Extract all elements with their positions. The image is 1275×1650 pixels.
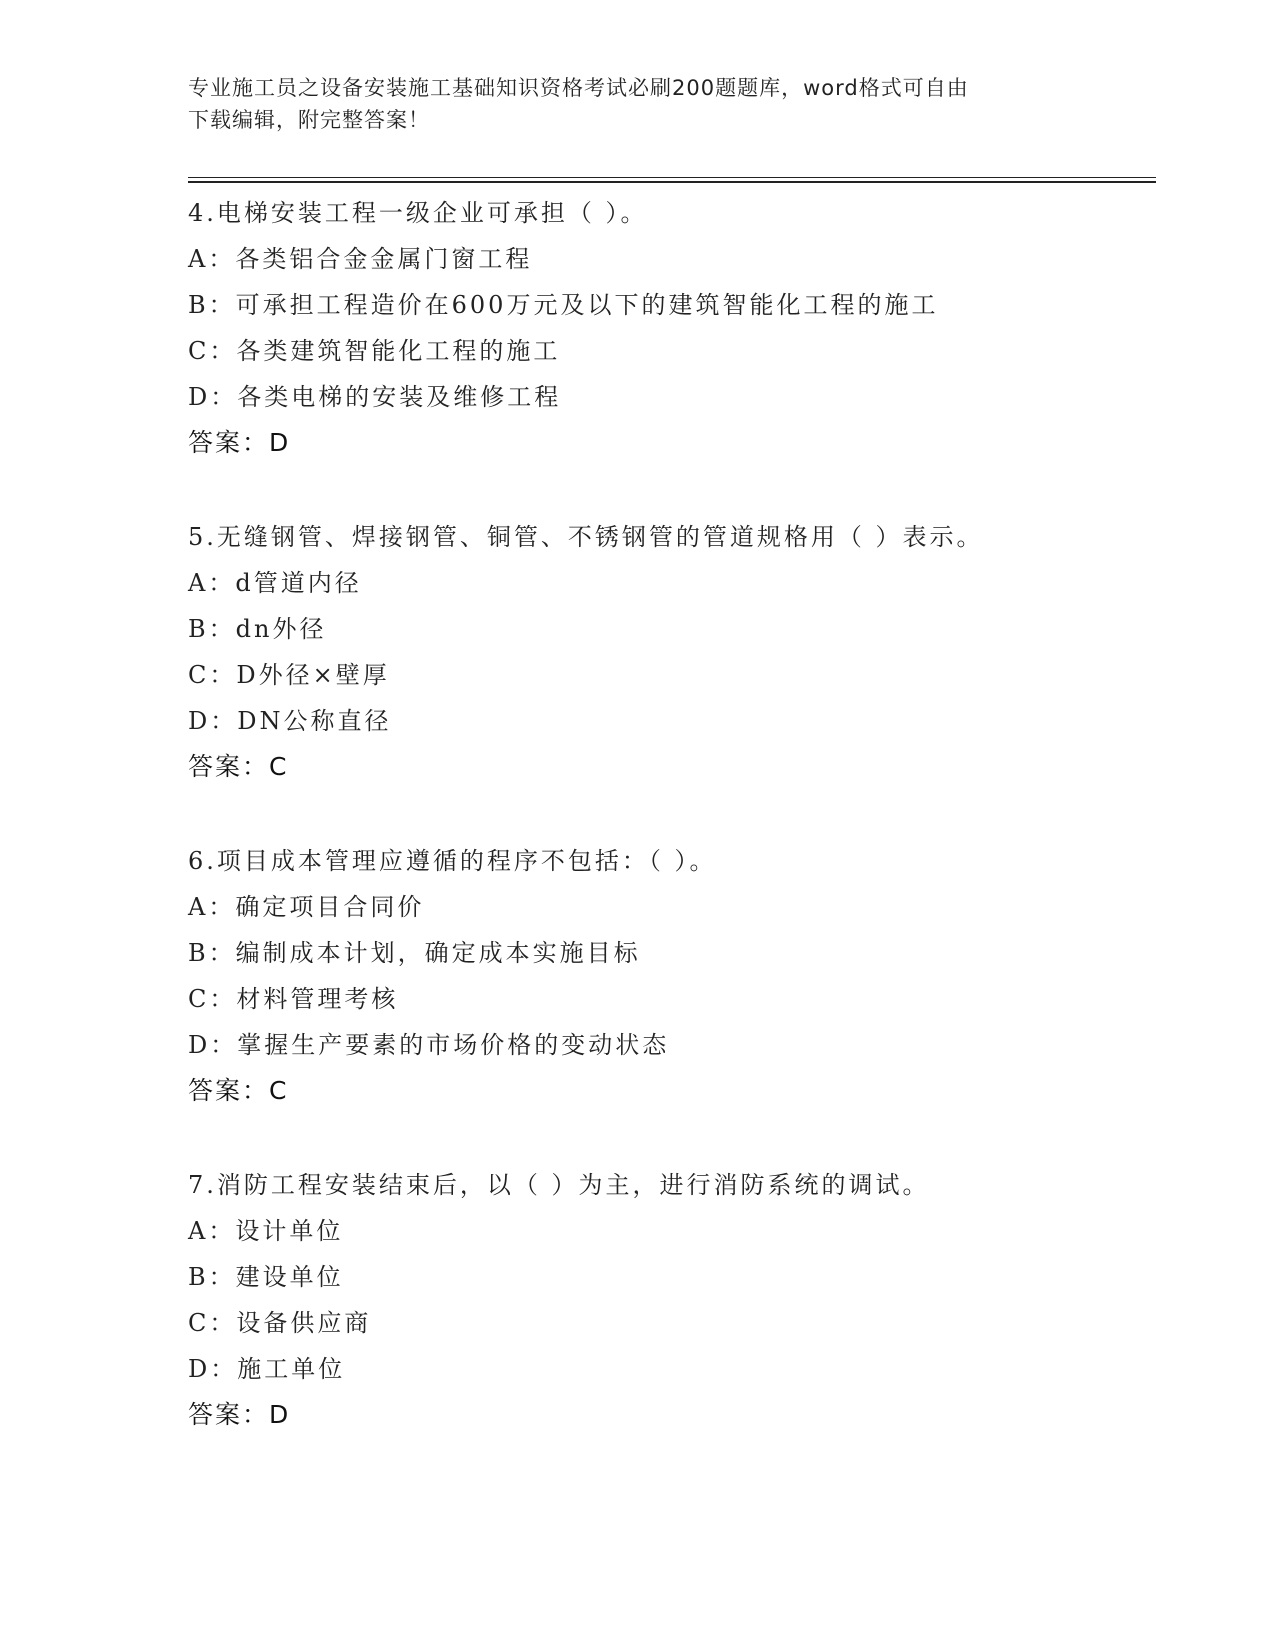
option-c: C：材料管理考核	[188, 985, 399, 1013]
option-b: B：dn外径	[188, 615, 327, 643]
question-list	[188, 190, 1156, 1486]
question-5	[188, 514, 1156, 790]
answer-label: 答案：C	[188, 752, 289, 781]
header-divider-thick	[188, 181, 1156, 183]
option-a: A：d管道内径	[188, 569, 362, 597]
header-line-2: 下载编辑，附完整答案！	[188, 108, 430, 132]
option-c: C：设备供应商	[188, 1309, 372, 1337]
option-a: A：确定项目合同价	[188, 893, 425, 921]
option-d: D：施工单位	[188, 1355, 346, 1383]
option-b: B：编制成本计划，确定成本实施目标	[188, 939, 641, 967]
document-header	[188, 72, 1068, 136]
answer-label: 答案：C	[188, 1076, 289, 1105]
question-4	[188, 190, 1156, 466]
option-d: D：各类电梯的安装及维修工程	[188, 383, 562, 411]
option-c: C：D外径×壁厚	[188, 661, 390, 689]
question-stem: 5.无缝钢管、焊接钢管、铜管、不锈钢管的管道规格用（ ）表示。	[188, 523, 984, 551]
question-stem: 6.项目成本管理应遵循的程序不包括：（ ）。	[188, 847, 717, 875]
answer-label: 答案：D	[188, 1400, 291, 1429]
header-divider-thin	[188, 177, 1156, 178]
header-line-1: 专业施工员之设备安装施工基础知识资格考试必刷200题题库，word格式可自由	[188, 76, 969, 100]
answer-label: 答案：D	[188, 428, 291, 457]
option-d: D：DN公称直径	[188, 707, 392, 735]
question-stem: 7.消防工程安装结束后，以（ ）为主，进行消防系统的调试。	[188, 1171, 930, 1199]
option-a: A：各类铝合金金属门窗工程	[188, 245, 533, 273]
question-stem: 4.电梯安装工程一级企业可承担（ ）。	[188, 199, 648, 227]
option-d: D：掌握生产要素的市场价格的变动状态	[188, 1031, 670, 1059]
option-b: B：可承担工程造价在600万元及以下的建筑智能化工程的施工	[188, 291, 939, 319]
option-b: B：建设单位	[188, 1263, 344, 1291]
option-a: A：设计单位	[188, 1217, 344, 1245]
question-6	[188, 838, 1156, 1114]
option-c: C：各类建筑智能化工程的施工	[188, 337, 561, 365]
question-7	[188, 1162, 1156, 1438]
